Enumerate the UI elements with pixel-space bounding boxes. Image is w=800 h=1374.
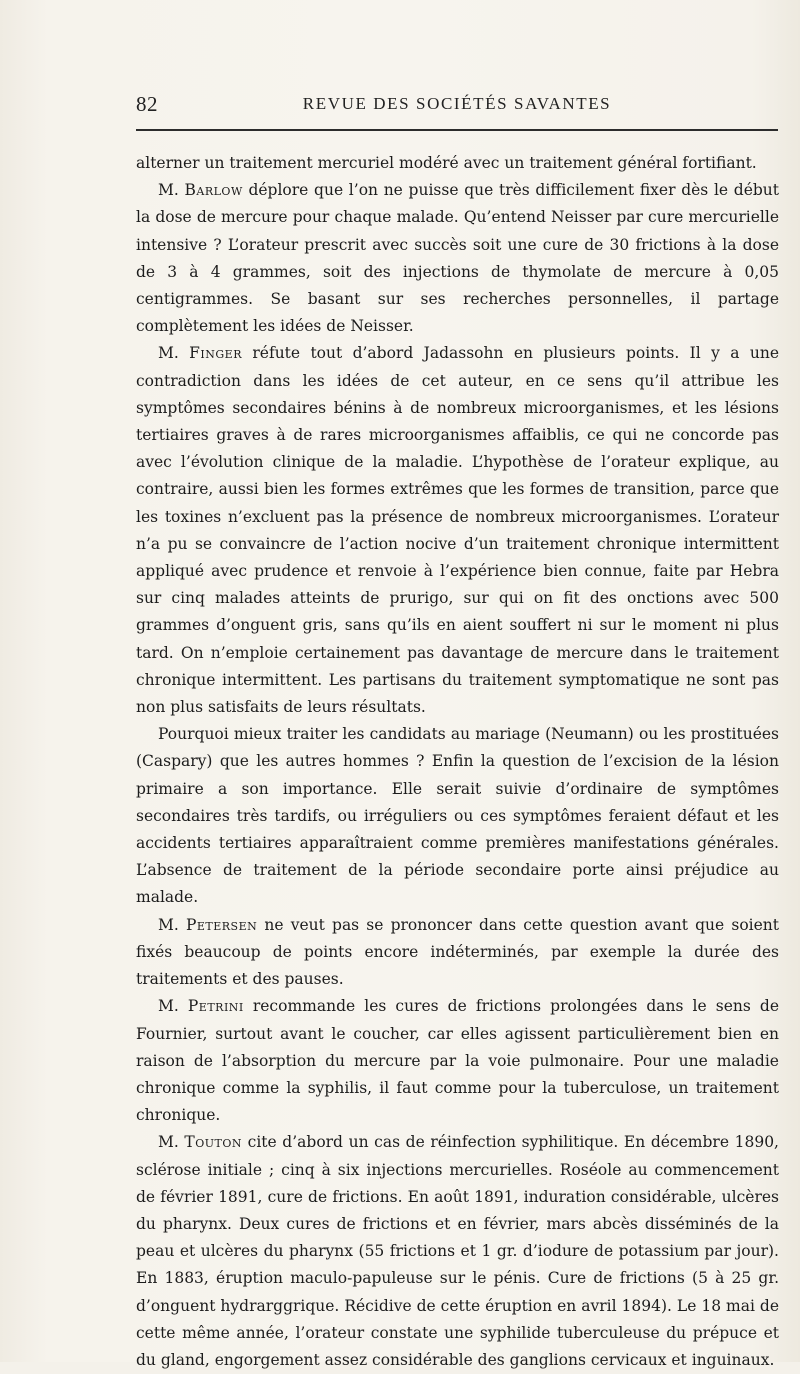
paragraph-text: recommande les cures de frictions prolongées dans le sens de Fournier, surtout avant le coucher, car elles agissent particulièrement bien en raison de l’absorption du mercure par la voie pulmonaire. Pour une maladie chronique comme la syphilis, il faut comme pour la tuberculose, un traitement chronique. [136,997,779,1125]
page-header [136,92,778,122]
speaker-name: Petersen [185,915,258,934]
paragraph-text: déplore que l’on ne puisse que très difficilement fixer dès le début la dose de mercure pour chaque malade. Qu’entend Neisser par cure mercurielle intensive ? L’orateur prescrit avec succès soit une cure de 30 frictions à la dose de 3 à 4 grammes, soit des injections de thymolate de mercure à 0,05 centigrammes. Se basant sur ses recherches personnelles, il partage complètement les idées de Neisser. [136,181,779,336]
header-rule [136,129,778,131]
paragraph-text: cite d’abord un cas de réinfection syphilitique. En décembre 1890, sclérose initiale ; cinq à six injections mercurielles. Roséole au commencement de février 1891, cure de frictions. En août 1891, induration considérable, ulcères du pharynx. Deux cures de frictions et en février, mars abcès disséminés de la peau et ulcères du pharynx (55 frictions et 1 gr. d’iodure de potassium par jour). En 1883, éruption maculo-papuleuse sur le pénis. Cure de frictions (5 à 25 gr. d’onguent hydrarggrique. Récidive de cette éruption en avril 1894). Le 18 mai de cette même année, l’orateur constate une syphilide tuberculeuse du prépuce et du gland, engorgement assez considérable des ganglions cervicaux et inguinaux. [136,1133,779,1369]
running-head: REVUE DES SOCIÉTÉS SAVANTES [302,94,612,113]
paragraph-text: réfute tout d’abord Jadassohn en plusieurs points. Il y a une contradiction dans les idées de cet auteur, en ce sens qu’il attribue les symptômes secondaires bénins à de nombreux microorganismes, et les lésions tertiaires graves à de rares microorganismes affaiblis, ce qui ne concorde pas avec l’évolution clinique de la maladie. L’hypothèse de l’orateur explique, au contraire, aussi bien les formes extrêmes que les formes de transition, parce que les toxines n’excluent pas la présence de nombreux microorganismes. L’orateur n’a pu se convaincre de l’action nocive d’un traitement chronique intermittent appliqué avec prudence et renvoie à l’expérience bien connue, faite par Hebra sur cinq malades atteints de prurigo, sur qui on fit des onctions avec 500 grammes d’onguent gris, sans qu’ils en aient souffert ni sur le moment ni plus tard. On n’emploie certainement pas davantage de mercure dans le traitement chronique intermittent. Les partisans du traitement symptomatique ne sont pas non plus satisfaits de leurs résultats. [136,344,779,717]
body-text [136,150,779,1374]
paragraph [136,340,779,721]
paragraph [136,993,779,1129]
paragraph-prefix: M. [158,344,190,363]
paragraph-prefix: M. [158,181,185,200]
paragraph-prefix: M. [158,915,186,934]
speaker-name: Petrini [187,997,244,1016]
speaker-name: Barlow [184,181,243,200]
page-number: 82 [136,92,158,116]
paragraph [136,721,779,911]
paragraph [136,150,779,177]
paragraph-text: Pourquoi mieux traiter les candidats au mariage (Neumann) ou les prostituées (Caspary) que les autres hommes ? Enfin la question de l’excision de la lésion primaire a son importance. Elle serait suivie d’ordinaire de symptômes secondaires très tardifs, ou irréguliers ou ces symptômes feraient défaut et les accidents tertiaires apparaîtraient comme premières manifestations générales. L’absence de traitement de la période secondaire porte ainsi préjudice au malade. [136,725,779,907]
paragraph [136,1129,779,1374]
speaker-name: Finger [189,344,242,363]
paragraph-prefix: M. [158,1133,185,1152]
paragraph-text: ne veut pas se prononcer dans cette question avant que soient fixés beaucoup de points encore indéterminés, par exemple la durée des traitements et des pauses. [136,915,779,989]
paragraph-text: alterner un traitement mercuriel modéré avec un traitement général fortifiant. [136,154,757,172]
paragraph-prefix: M. [158,997,188,1016]
paragraph [136,912,779,994]
speaker-name: Touton [184,1133,243,1152]
paragraph [136,177,779,340]
